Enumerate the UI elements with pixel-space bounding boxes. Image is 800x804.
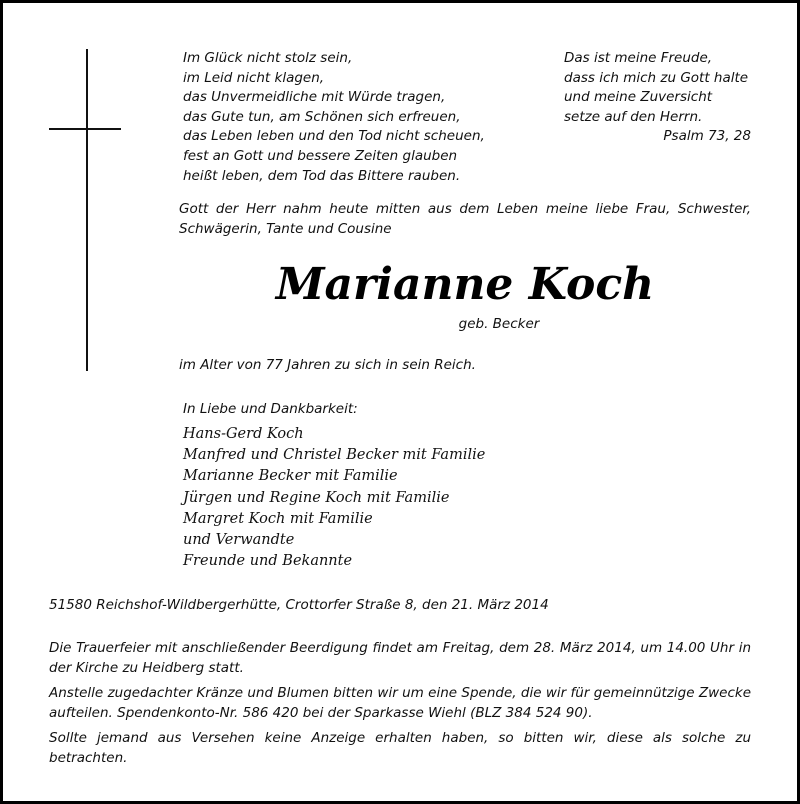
poem-left-line: fest an Gott und bessere Zeiten glauben bbox=[183, 147, 458, 164]
notice-info: Sollte jemand aus Versehen keine Anzeige erhalten haben, so bitten wir, diese als solche zu betrachten. bbox=[49, 730, 751, 766]
mourner-entry: Marianne Becker mit Familie bbox=[183, 468, 398, 485]
poem-right-line: dass ich mich zu Gott halte bbox=[564, 69, 749, 86]
funeral-info: Die Trauerfeier mit anschließender Beerdigung findet am Freitag, dem 28. März 2014, um 14.00 Uhr in der Kirche zu Heidberg statt. bbox=[49, 640, 751, 676]
poem-left-line: das Leben leben und den Tod nicht scheuen, bbox=[183, 128, 485, 145]
poem-right-line: Das ist meine Freude, bbox=[564, 50, 713, 66]
poem-left-line: das Unvermeidliche mit Würde tragen, bbox=[183, 89, 446, 106]
poem-right-line: setze auf den Herrn. bbox=[564, 108, 703, 125]
thanks-label: In Liebe und Dankbarkeit: bbox=[183, 401, 358, 417]
poem-left bbox=[183, 49, 485, 186]
poem-right-line: und meine Zuversicht bbox=[564, 89, 713, 106]
cross-horizontal-bar bbox=[49, 128, 121, 130]
mourner-entry: Margret Koch mit Familie bbox=[183, 510, 373, 527]
address-date: 51580 Reichshof-Wildbergerhütte, Crottorfer Straße 8, den 21. März 2014 bbox=[49, 597, 549, 613]
mourner-entry: und Verwandte bbox=[183, 532, 295, 549]
poem-right bbox=[564, 49, 751, 147]
mourner-entry: Jürgen und Regine Koch mit Familie bbox=[183, 489, 450, 506]
maiden-name: geb. Becker bbox=[458, 316, 540, 332]
mourner-entry: Hans-Gerd Koch bbox=[183, 426, 304, 442]
cross-vertical-bar bbox=[86, 49, 88, 371]
deceased-name: Marianne Koch bbox=[275, 259, 655, 310]
mourner-entry: Manfred und Christel Becker mit Familie bbox=[183, 447, 486, 464]
poem-left-line: heißt leben, dem Tod das Bittere rauben. bbox=[183, 167, 461, 184]
psalm-reference: Psalm 73, 28 bbox=[663, 128, 751, 145]
age-text: im Alter von 77 Jahren zu sich in sein Reich. bbox=[179, 357, 476, 373]
intro-text: Gott der Herr nahm heute mitten aus dem Leben meine liebe Frau, Schwester, Schwägerin, Tante und Cousine bbox=[179, 201, 751, 237]
donation-info: Anstelle zugedachter Kränze und Blumen bitten wir um eine Spende, die wir für gemeinnützige Zwecke aufteilen. Spendenkonto-Nr. 586 420 bei der Sparkasse Wiehl (BLZ 384 524 90). bbox=[49, 685, 751, 721]
poem-left-line: im Leid nicht klagen, bbox=[183, 69, 325, 86]
obituary-notice bbox=[3, 3, 797, 801]
poem-left-line: Im Glück nicht stolz sein, bbox=[183, 50, 353, 66]
mourner-entry: Freunde und Bekannte bbox=[183, 553, 353, 570]
mourners-list bbox=[183, 424, 485, 572]
poem-left-line: das Gute tun, am Schönen sich erfreuen, bbox=[183, 108, 461, 125]
